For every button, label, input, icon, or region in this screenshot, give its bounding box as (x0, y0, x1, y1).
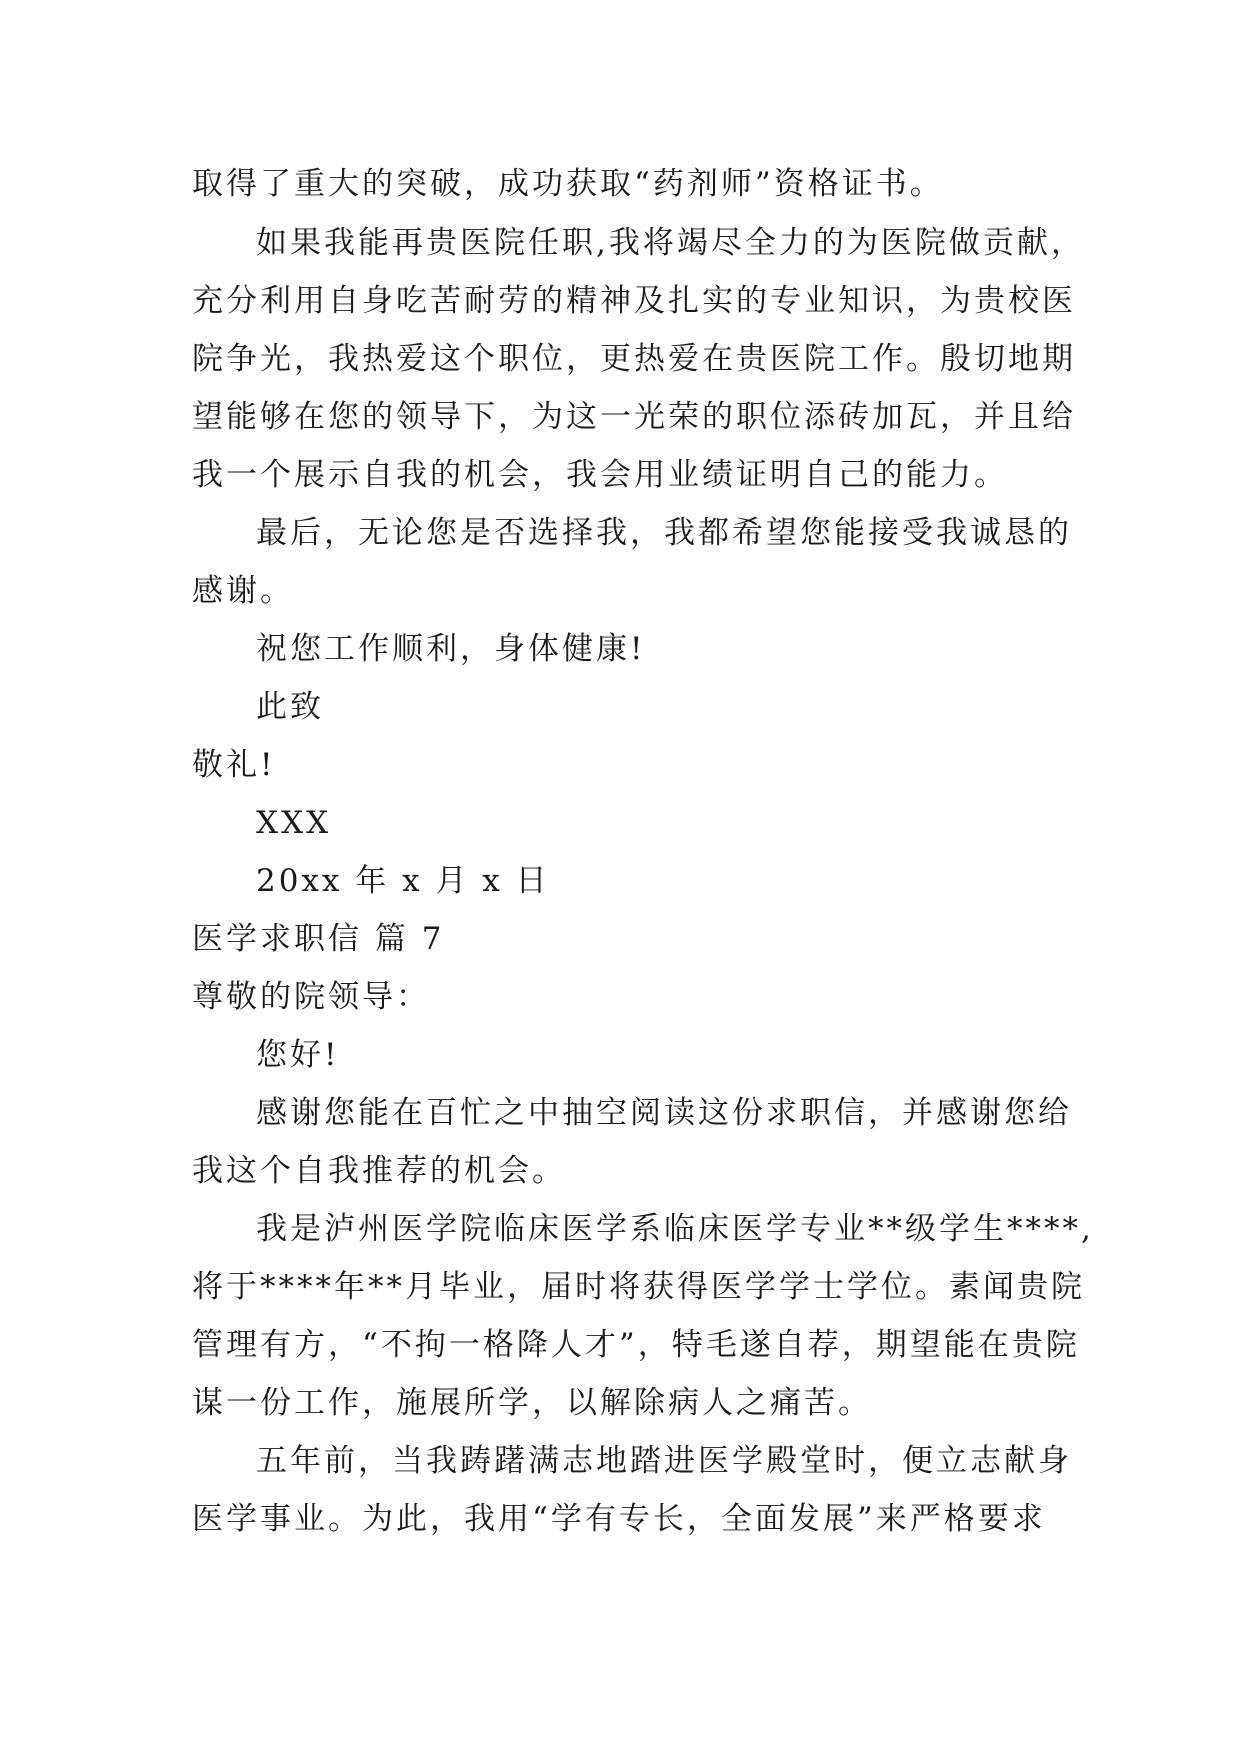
text-line: 感谢。 (192, 573, 294, 609)
text-line: 充分利用自身吃苦耐劳的精神及扎实的专业知识，为贵校医 (192, 283, 1076, 319)
text-line: 祝您工作顺利，身体健康! (256, 631, 646, 667)
text-line: 院争光，我热爱这个职位，更热爱在贵医院工作。殷切地期 (192, 341, 1076, 377)
text-line: 感谢您能在百忙之中抽空阅读这份求职信，并感谢您给 (256, 1095, 1072, 1131)
text-line: 我一个展示自我的机会，我会用业绩证明自己的能力。 (192, 457, 1008, 493)
text-line: 我这个自我推荐的机会。 (192, 1153, 566, 1189)
text-line: 五年前，当我踌躇满志地踏进医学殿堂时，便立志献身 (256, 1443, 1072, 1479)
greeting: 您好! (256, 1037, 340, 1073)
salutation: 尊敬的院领导： (192, 979, 430, 1015)
section-heading: 医学求职信 篇 7 (192, 921, 445, 957)
text-line: 此致 (256, 689, 324, 725)
text-line: 将于****年**月毕业，届时将获得医学学士学位。素闻贵院 (192, 1269, 1085, 1305)
signature-name: XXX (256, 805, 332, 841)
text-line: 医学事业。为此，我用“学有专长，全面发展”来严格要求 (192, 1501, 1046, 1537)
text-line: 敬礼! (192, 747, 276, 783)
text-line: 我是泸州医学院临床医学系临床医学专业**级学生****, (256, 1211, 1094, 1247)
text-line: 如果我能再贵医院任职,我将竭尽全力的为医院做贡献， (256, 225, 1085, 261)
text-line: 取得了重大的突破，成功获取“药剂师”资格证书。 (192, 166, 944, 202)
text-line: 望能够在您的领导下，为这一光荣的职位添砖加瓦，并且给 (192, 399, 1076, 435)
letter-date: 20xx 年 x 月 x 日 (256, 863, 550, 899)
text-line: 最后，无论您是否选择我，我都希望您能接受我诚恳的 (256, 515, 1072, 551)
text-line: 管理有方，“不拘一格降人才”，特毛遂自荐，期望能在贵院 (192, 1327, 1080, 1363)
text-line: 谋一份工作，施展所学，以解除病人之痛苦。 (192, 1385, 872, 1421)
